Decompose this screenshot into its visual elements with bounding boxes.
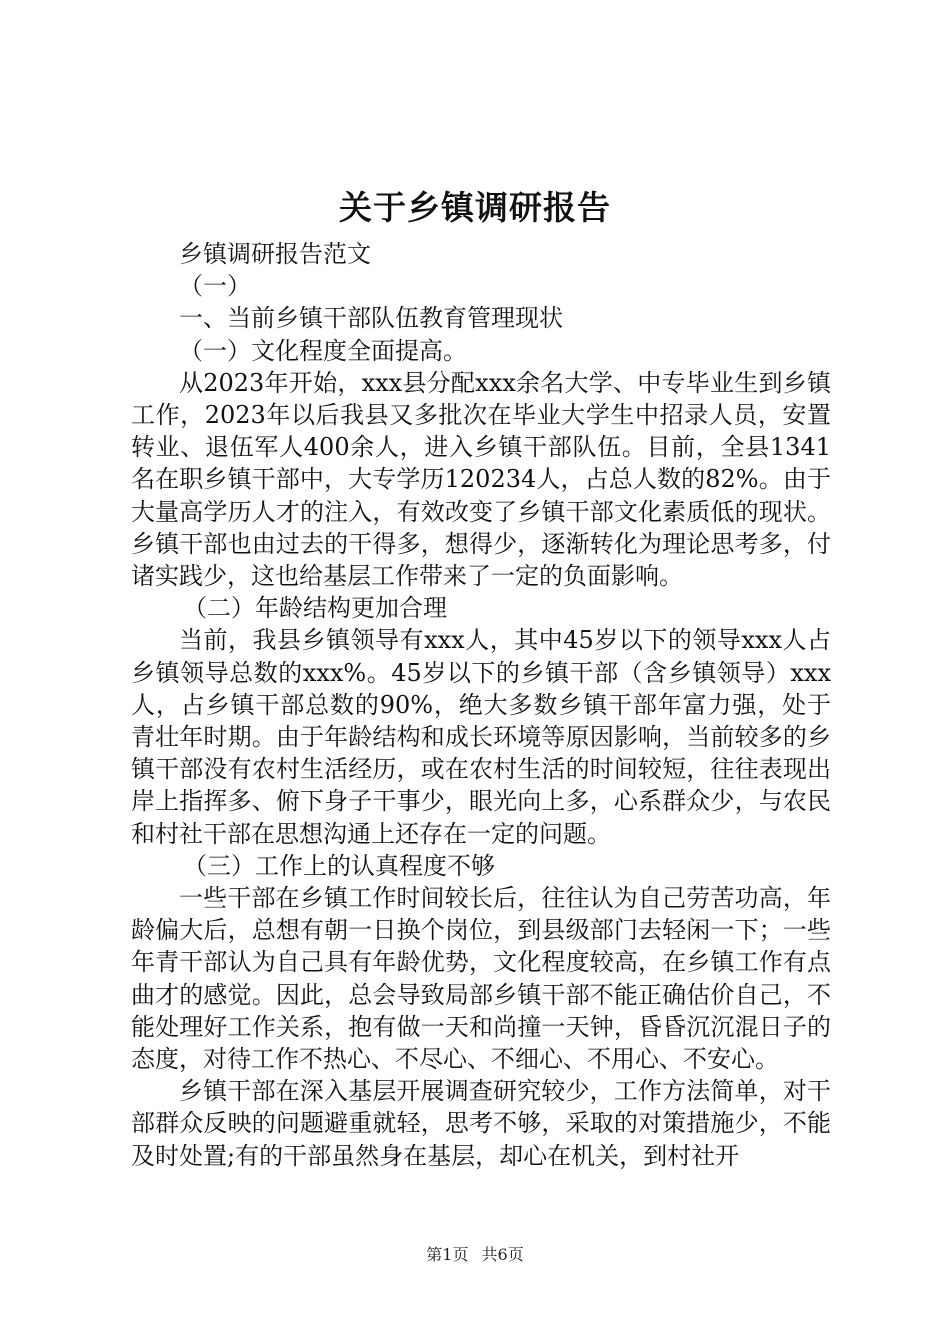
paragraph-subtitle: 乡镇调研报告范文 bbox=[179, 240, 371, 268]
paragraph: 一些干部在乡镇工作时间较长后，往往认为自己劳苦功高，年龄偏大后，总想有朝一日换个岗位，到县级部门去轻闲一下；一些年青干部认为自己具有年龄优势，文化程度较高，在乡镇工作有点曲才的感觉。因此，总会导致局部乡镇干部不能正确估价自己，不能处理好工作关系，抱有做一天和尚撞一天钟，昏昏沉沉混日子的态度，对待工作不热心、不尽心、不细心、不用心、不安心。 bbox=[131, 884, 831, 1074]
page-total: 共6页 bbox=[481, 1245, 524, 1264]
subsection-heading: （三）工作上的认真程度不够 bbox=[183, 851, 495, 880]
subsection-heading: （二）年龄结构更加合理 bbox=[183, 594, 447, 623]
paragraph: 当前，我县乡镇领导有xxx人，其中45岁以下的领导xxx人占乡镇领导总数的xxx%。45岁以下的乡镇干部（含乡镇领导）xxx人，占乡镇干部总数的90%，绝大多数乡镇干部年富力强，处于青壮年时期。由于年龄结构和成长环境等原因影响，当前较多的乡镇干部没有农村生活经历，或在农村生活的时间较短，往往表现出岸上指挥多、俯下身子干事少，眼光向上多，心系群众少，与农民和村社干部在思想沟通上还存在一定的问题。 bbox=[131, 626, 831, 848]
section-heading: 一、当前乡镇干部队伍教育管理现状 bbox=[179, 304, 563, 333]
page-number: 第1页 bbox=[426, 1245, 469, 1264]
document-body bbox=[131, 238, 831, 1172]
subsection-heading: （一）文化程度全面提高。 bbox=[179, 336, 467, 365]
document-title: 关于乡镇调研报告 bbox=[339, 188, 611, 227]
paragraph: 乡镇干部在深入基层开展调查研究较少，工作方法简单，对干部群众反映的问题避重就轻，思考不够，采取的对策措施少，不能及时处置;有的干部虽然身在基层，却心在机关，到村社开 bbox=[131, 1077, 831, 1170]
paragraph: 从2023年开始，xxx县分配xxx余名大学、中专毕业生到乡镇工作，2023年以后我县又多批次在毕业大学生中招录人员，安置转业、退伍军人400余人，进入乡镇干部队伍。目前，全县1341名在职乡镇干部中，大专学历120234人，占总人数的82%。由于大量高学历人才的注入，有效改变了乡镇干部文化素质低的现状。乡镇干部也由过去的干得多，想得少，逐渐转化为理论思考多，付诸实践少，这也给基层工作带来了一定的负面影响。 bbox=[131, 368, 831, 591]
paragraph-section-number: （一） bbox=[179, 272, 251, 301]
page-footer bbox=[0, 1244, 950, 1266]
